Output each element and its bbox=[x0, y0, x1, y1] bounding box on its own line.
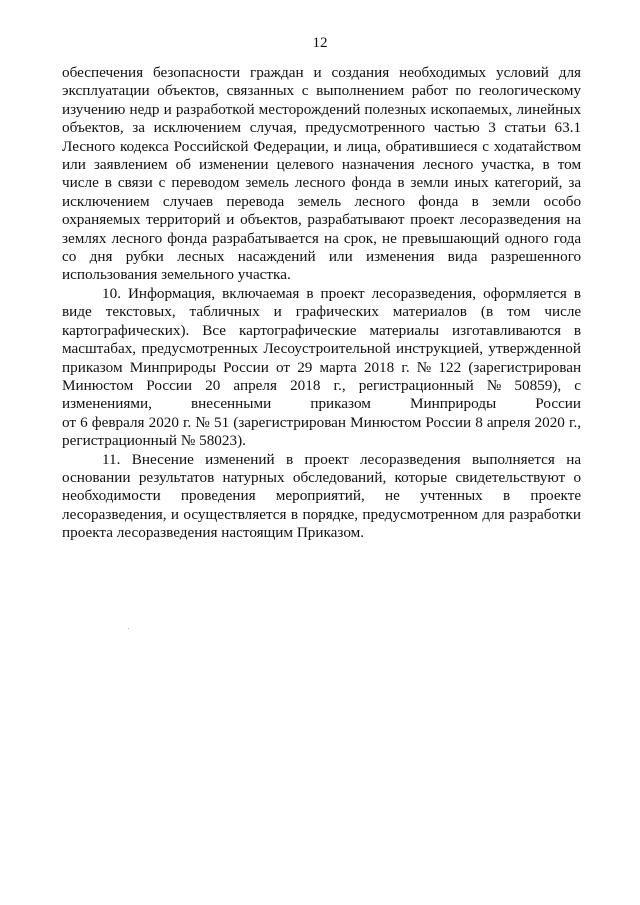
page-number: 12 bbox=[312, 35, 328, 51]
text-line: Лесного кодекса Российской Федерации, и лица, обратившиеся с ходатайством bbox=[62, 137, 582, 155]
text-line: объектов, за исключением случая, предусмотренного частью 3 статьи 63.1 bbox=[62, 119, 582, 137]
text-line: изучению недр и разработкой месторождений полезных ископаемых, линейных bbox=[62, 100, 582, 118]
text-line: лесоразведения, и осуществляется в порядке, предусмотренном для разработки bbox=[62, 505, 582, 523]
text-line: основании результатов натурных обследований, которые свидетельствуют о bbox=[62, 468, 582, 486]
document-body bbox=[62, 64, 581, 543]
text-line: или заявлением об изменении целевого назначения лесного участка, в том bbox=[62, 156, 582, 174]
text-line: 10. Информация, включаемая в проект лесоразведения, оформляется в bbox=[102, 284, 582, 302]
text-line: картографических). Все картографические материалы изготавливаются в bbox=[62, 321, 582, 339]
text-line: 11. Внесение изменений в проект лесоразведения выполняется на bbox=[102, 450, 582, 468]
scan-artifact bbox=[128, 628, 129, 629]
text-line: эксплуатации объектов, связанных с выполнением работ по геологическому bbox=[62, 82, 582, 100]
text-line: со дня рубки лесных насаждений или изменения вида разрешенного bbox=[62, 248, 582, 266]
text-line: Минюстом России 20 апреля 2018 г., регистрационный № 50859), с bbox=[62, 376, 582, 394]
text-line: охраняемых территорий и объектов, разрабатывают проект лесоразведения на bbox=[62, 211, 582, 229]
text-line: необходимости проведения мероприятий, не учтенных в проекте bbox=[62, 487, 582, 505]
text-line: обеспечения безопасности граждан и создания необходимых условий для bbox=[62, 64, 582, 81]
text-line: виде текстовых, табличных и графических материалов (в том числе bbox=[62, 303, 582, 321]
text-line: изменениями, внесенными приказом Минприроды России bbox=[62, 395, 582, 413]
text-line: проекта лесоразведения настоящим Приказом. bbox=[62, 524, 365, 542]
text-line: использования земельного участка. bbox=[62, 266, 291, 284]
text-line: исключением случаев перевода земель лесного фонда в земли особо bbox=[62, 192, 582, 210]
text-line: числе в связи с переводом земель лесного фонда в земли иных категорий, за bbox=[62, 174, 582, 192]
text-line: землях лесного фонда разрабатывается на срок, не превышающий одного года bbox=[62, 229, 582, 247]
text-line: от 6 февраля 2020 г. № 51 (зарегистрирован Минюстом России 8 апреля 2020 г., bbox=[62, 413, 582, 431]
text-line: масштабах, предусмотренных Лесоустроительной инструкцией, утвержденной bbox=[62, 340, 582, 358]
text-line: регистрационный № 58023). bbox=[62, 432, 246, 450]
text-line: приказом Минприроды России от 29 марта 2018 г. № 122 (зарегистрирован bbox=[62, 358, 582, 376]
